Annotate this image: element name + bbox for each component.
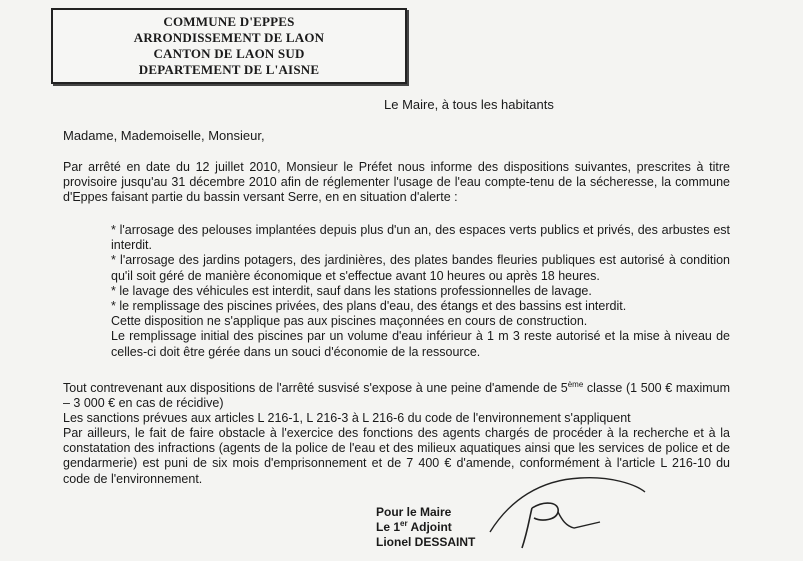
measure-pools-exception: Cette disposition ne s'applique pas aux piscines maçonnées en cours de construction. xyxy=(111,314,588,329)
signature-block xyxy=(376,505,475,550)
measures-list xyxy=(111,223,730,360)
signature-line-name: Lionel DESSAINT xyxy=(376,535,476,549)
commune-header-box xyxy=(51,8,407,84)
sanctions-paragraph: Les sanctions prévues aux articles L 216-1, L 216-3 à L 216-6 du code de l'environnement s'appliquent xyxy=(63,411,631,425)
intro-paragraph: Par arrêté en date du 12 juillet 2010, Monsieur le Préfet nous informe des dispositions suivantes, prescrites à titre provisoire jusqu'au 31 décembre 2010 afin de réglementer l'usage de l'eau compte-tenu de la sécheresse, la commune d'Eppes faisant partie du bassin versant Serre, en en situation d'alerte : xyxy=(63,160,730,205)
penalty-paragraph xyxy=(63,381,730,411)
penalty-class-superscript: ème xyxy=(567,379,584,389)
measure-pools: * le remplissage des piscines privées, des plans d'eau, des étangs et des bassins est interdit. xyxy=(111,299,627,314)
penalty-text-start: Tout contrevenant aux dispositions de l'arrêté susvisé s'expose à une peine d'amende de 5 xyxy=(63,381,568,395)
header-commune: COMMUNE D'EPPES xyxy=(163,14,295,29)
header-arrondissement: ARRONDISSEMENT DE LAON xyxy=(133,30,325,45)
signature-line-pour-le-maire: Pour le Maire xyxy=(376,505,452,519)
measure-lawns: * l'arrosage des pelouses implantées depuis plus d'un an, des espaces verts publics et privés, des arbustes est interdit. xyxy=(111,223,730,253)
measure-gardens: * l'arrosage des jardins potagers, des jardinières, des plates bandes fleuries publiques est autorisé à condition qu'il soit géré de manière économique et s'effectue avant 10 heures ou après 18 heures. xyxy=(111,253,730,283)
measure-pools-initial-fill: Le remplissage initial des piscines par un volume d'eau inférieur à 1 m 3 reste autorisé et la mise à niveau de celles-ci doit être gérée dans un souci d'économie de la ressource. xyxy=(111,329,730,359)
handwritten-signature xyxy=(470,470,650,550)
salutation: Madame, Mademoiselle, Monsieur, xyxy=(63,128,265,143)
signature-line-adjoint: Le 1er Adjoint xyxy=(376,519,452,534)
measure-vehicles: * le lavage des véhicules est interdit, sauf dans les stations professionnelles de lavage. xyxy=(111,283,592,298)
addressee-line: Le Maire, à tous les habitants xyxy=(384,97,554,112)
header-canton: CANTON DE LAON SUD xyxy=(153,46,305,61)
obstacle-paragraph: Par ailleurs, le fait de faire obstacle à l'exercice des fonctions des agents chargés de procéder à la recherche et à la constatation des infractions (agents de la police de l'eau et des milieux aquatiques ainsi que les services de police et de gendarmerie) est puni de six mois d'emprisonnement et de 7 400 € d'amende, conformément à l'article L 216-10 du code de l'environnement. xyxy=(63,426,730,486)
header-departement: DEPARTEMENT DE L'AISNE xyxy=(138,62,320,77)
penalty-text-end: classe (1 500 € maximum – 3 000 € en cas de récidive) xyxy=(63,381,730,411)
